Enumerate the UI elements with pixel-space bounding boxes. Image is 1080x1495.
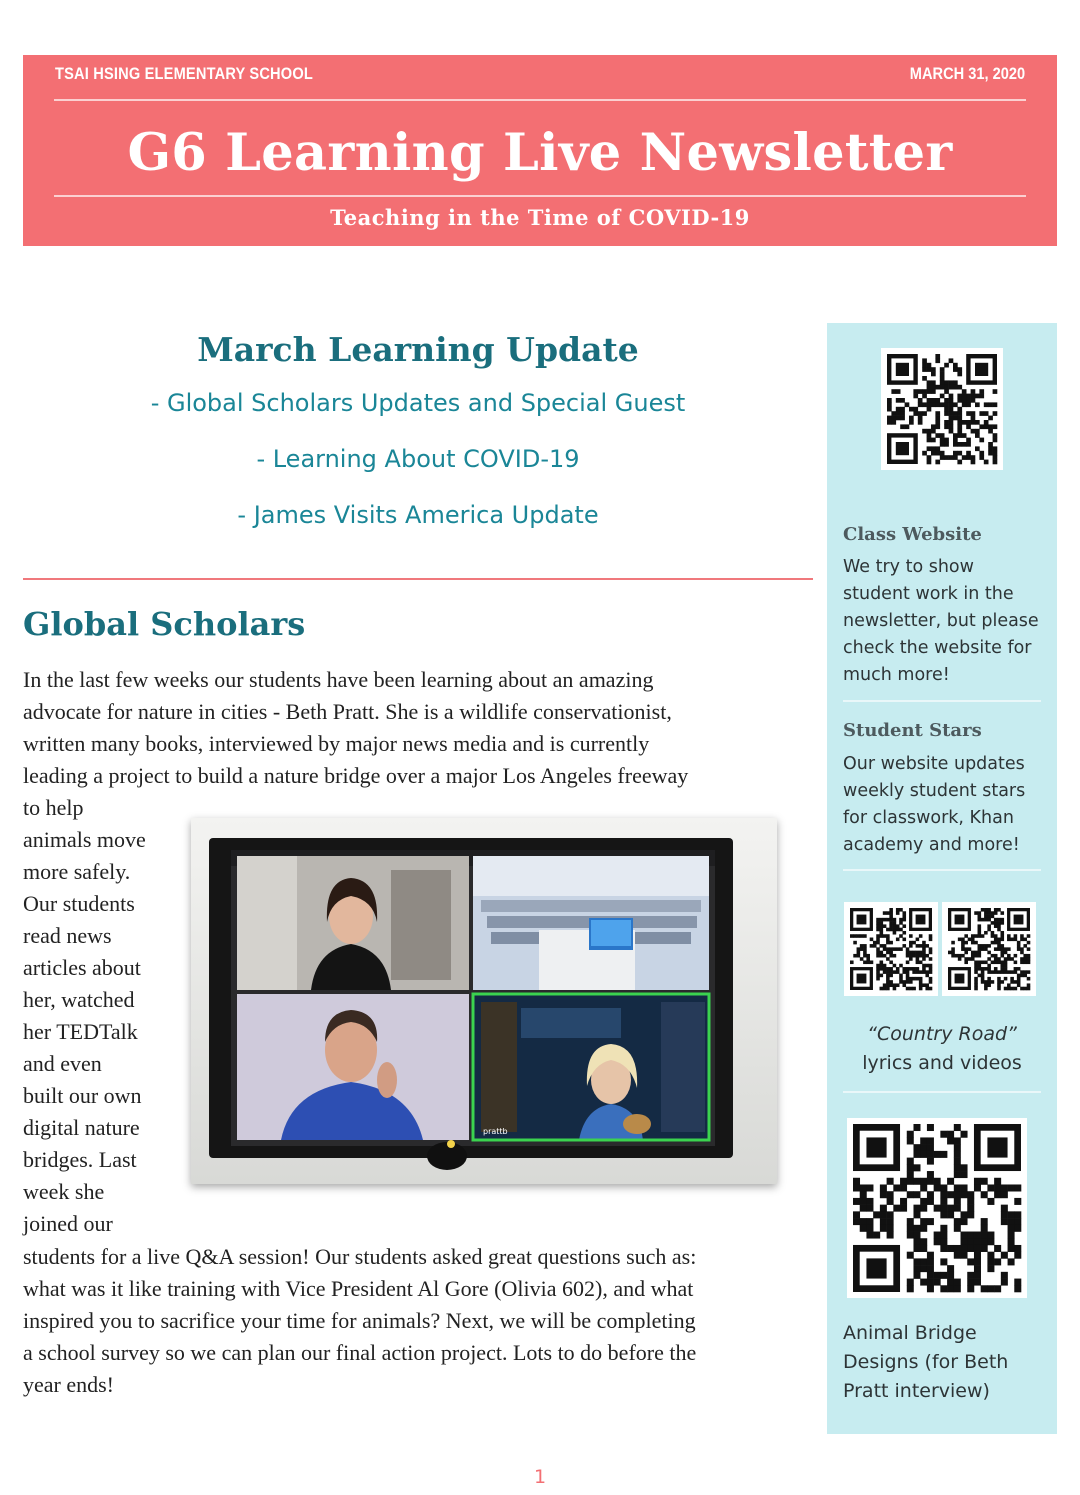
article-line: more safely. [23, 859, 131, 884]
qr-pattern [881, 348, 1003, 470]
sidebar-line: newsletter, but please [843, 611, 1039, 631]
article-line: joined our [23, 1211, 113, 1236]
qr-pattern [942, 902, 1036, 996]
article-line: animals move [23, 827, 146, 852]
video-call-illustration [191, 818, 777, 1184]
country-road-lyrics-qr-code[interactable] [844, 902, 938, 996]
sidebar [827, 323, 1057, 1434]
article-line: and even [23, 1051, 102, 1076]
update-item-global-scholars: - Global Scholars Updates and Special Guest [150, 389, 686, 417]
video-call-photo [191, 818, 777, 1184]
sidebar-divider [843, 700, 1041, 702]
article-line: digital nature [23, 1115, 140, 1140]
article-line: her, watched [23, 987, 135, 1012]
article-paragraph-bottom [23, 1241, 813, 1401]
country-road-subtitle: lyrics and videos [862, 1052, 1022, 1074]
article-line: written many books, interviewed by major news media and is currently [23, 731, 650, 756]
article-line: her TEDTalk [23, 1019, 138, 1044]
article-line: Our students [23, 891, 135, 916]
banner-bottom-rule [54, 195, 1026, 197]
update-item-covid: - Learning About COVID-19 [256, 445, 580, 473]
class-website-text [843, 554, 1048, 689]
sidebar-line: Animal Bridge [843, 1322, 977, 1344]
country-road-title: “Country Road” [867, 1023, 1017, 1045]
sidebar-line: Our website updates [843, 754, 1025, 774]
sidebar-divider [843, 1091, 1041, 1093]
participant-tile-man [237, 994, 469, 1140]
article-line: read news [23, 923, 112, 948]
article-line: a school survey so we can plan our final action project. Lots to do before the [23, 1340, 697, 1365]
update-item-james: - James Visits America Update [237, 501, 599, 529]
student-stars-heading: Student Stars [843, 720, 982, 741]
student-stars-text [843, 751, 1048, 859]
global-scholars-heading: Global Scholars [23, 605, 306, 643]
sidebar-line: for classwork, Khan [843, 808, 1014, 828]
article-line: built our own [23, 1083, 142, 1108]
sidebar-line: Designs (for Beth [843, 1351, 1009, 1373]
animal-bridge-caption [843, 1319, 1048, 1406]
banner-top-rule [54, 99, 1026, 101]
section-divider [23, 578, 813, 580]
qr-pattern [847, 1118, 1027, 1298]
sidebar-line: Pratt interview) [843, 1380, 990, 1402]
class-website-qr-code[interactable] [881, 348, 1003, 470]
sidebar-line: much more! [843, 665, 950, 685]
article-line: In the last few weeks our students have been learning about an amazing [23, 667, 654, 692]
sidebar-line: check the website for [843, 638, 1032, 658]
article-line: leading a project to build a nature bridge over a major Los Angeles freeway [23, 763, 689, 788]
participant-tile-woman [237, 856, 469, 990]
article-wrapped-column [23, 792, 183, 1240]
article-line: students for a live Q&A session! Our students asked great questions such as: [23, 1244, 697, 1269]
class-website-heading: Class Website [843, 524, 982, 545]
newsletter-subtitle: Teaching in the Time of COVID-19 [330, 205, 750, 230]
newsletter-date: MARCH 31, 2020 [909, 64, 1025, 83]
participant-tile-classroom [473, 856, 709, 990]
qr-pattern [844, 902, 938, 996]
country-road-caption [827, 1020, 1057, 1078]
sidebar-line: weekly student stars [843, 781, 1026, 801]
newsletter-title: G6 Learning Live Newsletter [127, 123, 953, 183]
article-line: year ends! [23, 1372, 115, 1397]
sidebar-line: student work in the [843, 584, 1014, 604]
newsletter-banner [23, 55, 1057, 246]
sidebar-line: academy and more! [843, 835, 1020, 855]
participant-tile-active-speaker [473, 994, 709, 1140]
article-line: inspired you to sacrifice your time for animals? Next, we will be completing [23, 1308, 696, 1333]
country-road-videos-qr-code[interactable] [942, 902, 1036, 996]
article-paragraph-top [23, 664, 813, 792]
article-line: to help [23, 795, 84, 820]
article-line: week she [23, 1179, 105, 1204]
sidebar-divider [843, 869, 1041, 871]
animal-bridge-qr-code[interactable] [847, 1118, 1027, 1298]
march-update-heading: March Learning Update [197, 330, 639, 369]
article-line: what was it like training with Vice President Al Gore (Olivia 602), and what [23, 1276, 694, 1301]
sidebar-line: We try to show [843, 557, 974, 577]
participant-name-label: prattb [483, 1127, 508, 1136]
school-name: TSAI HSING ELEMENTARY SCHOOL [55, 64, 313, 83]
article-line: advocate for nature in cities - Beth Pratt. She is a wildlife conservationist, [23, 699, 672, 724]
page-number: 1 [533, 1466, 547, 1488]
article-line: bridges. Last [23, 1147, 137, 1172]
article-line: articles about [23, 955, 141, 980]
